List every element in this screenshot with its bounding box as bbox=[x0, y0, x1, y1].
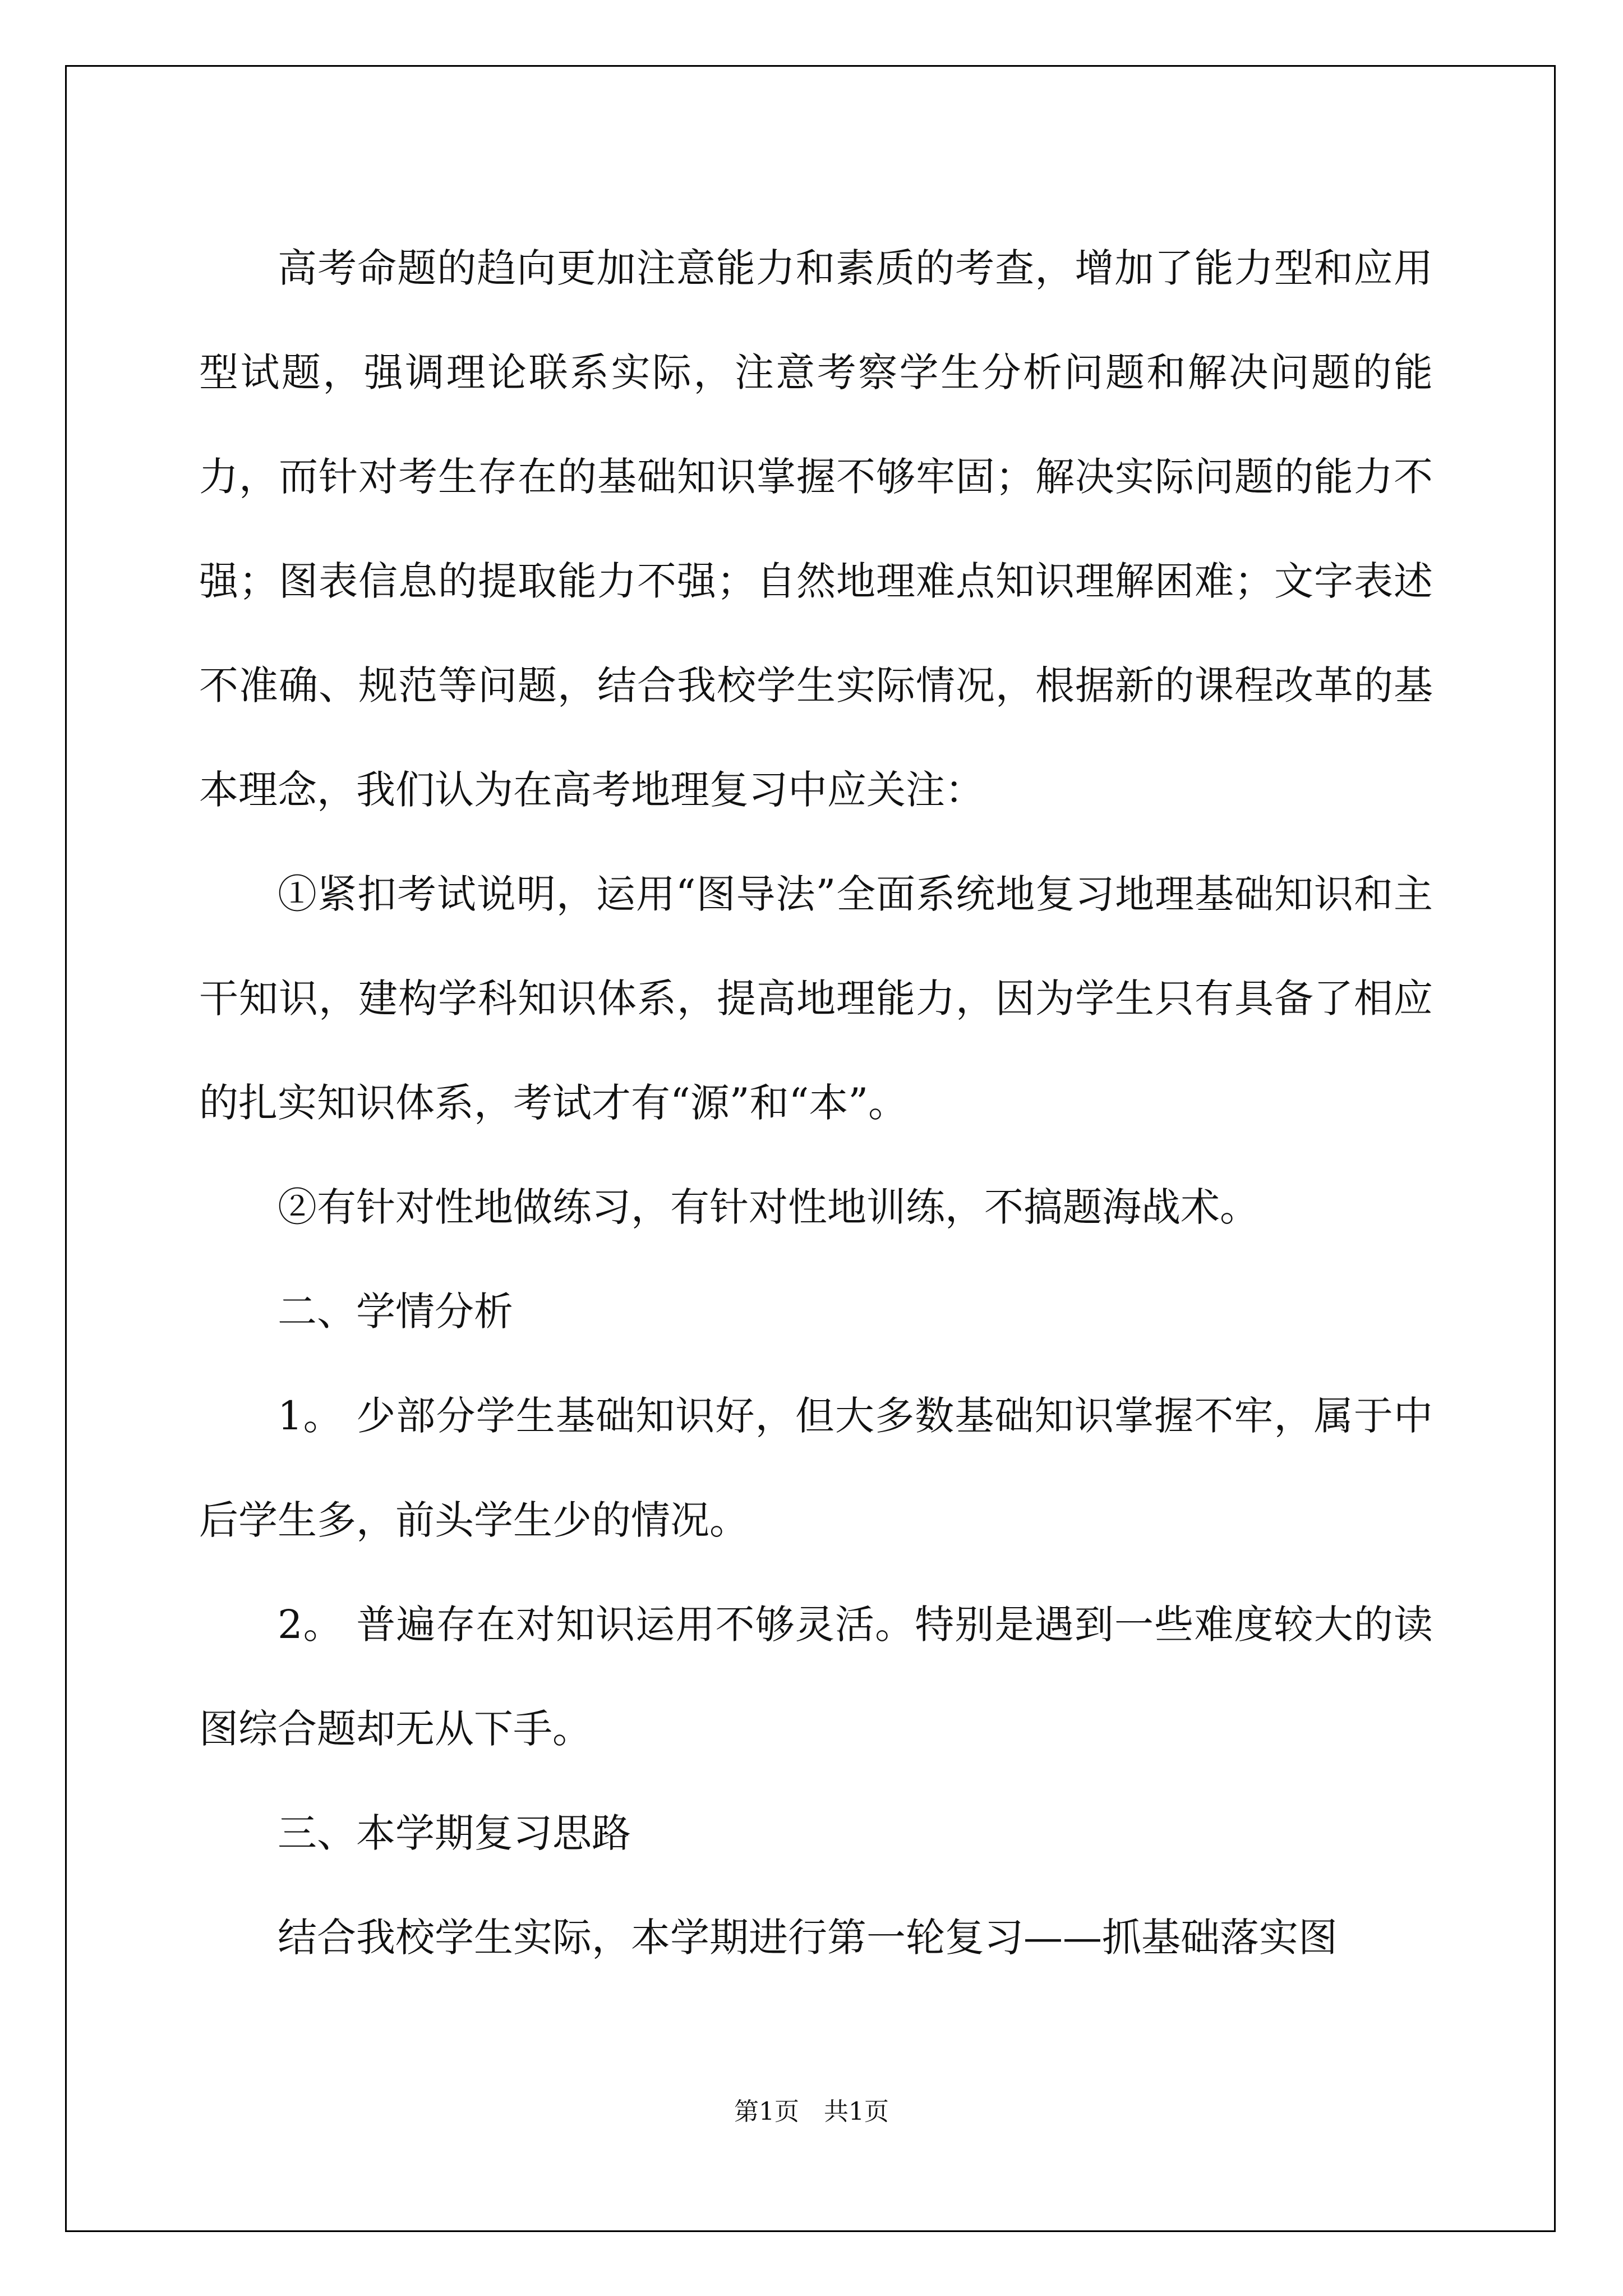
page-footer: 第1页 共1页 bbox=[734, 2097, 889, 2126]
paragraph-analysis-1: 1。 少部分学生基础知识好，但大多数基础知识掌握不牢，属于中后学生多，前头学生少的情况。 bbox=[199, 1393, 1433, 1543]
paragraph-intro: 高考命题的趋向更加注意能力和素质的考查，增加了能力型和应用型试题，强调理论联系实际，注意考察学生分析问题和解决问题的能力，而针对考生存在的基础知识掌握不够牢固；解决实际问题的能力不强；图表信息的提取能力不强；自然地理难点知识理解困难；文字表述不准确、规范等问题，结合我校学生实际情况，根据新的课程改革的基本理念，我们认为在高考地理复习中应关注： bbox=[199, 245, 1433, 813]
paragraph-point-1: ①紧扣考试说明，运用“图导法”全面系统地复习地理基础知识和主干知识，建构学科知识体系，提高地理能力，因为学生只有具备了相应的扎实知识体系，考试才有“源”和“本”。 bbox=[199, 871, 1433, 1126]
section-heading-analysis: 二、学情分析 bbox=[278, 1289, 513, 1335]
paragraph-review: 结合我校学生实际，本学期进行第一轮复习——抓基础落实图 bbox=[278, 1915, 1338, 1961]
paragraph-analysis-2: 2。 普遍存在对知识运用不够灵活。特别是遇到一些难度较大的读图综合题却无从下手。 bbox=[199, 1602, 1433, 1752]
paragraph-point-2: ②有针对性地做练习，有针对性地训练，不搞题海战术。 bbox=[278, 1184, 1259, 1230]
document-body bbox=[199, 216, 1433, 1990]
section-heading-review: 三、本学期复习思路 bbox=[278, 1810, 631, 1856]
